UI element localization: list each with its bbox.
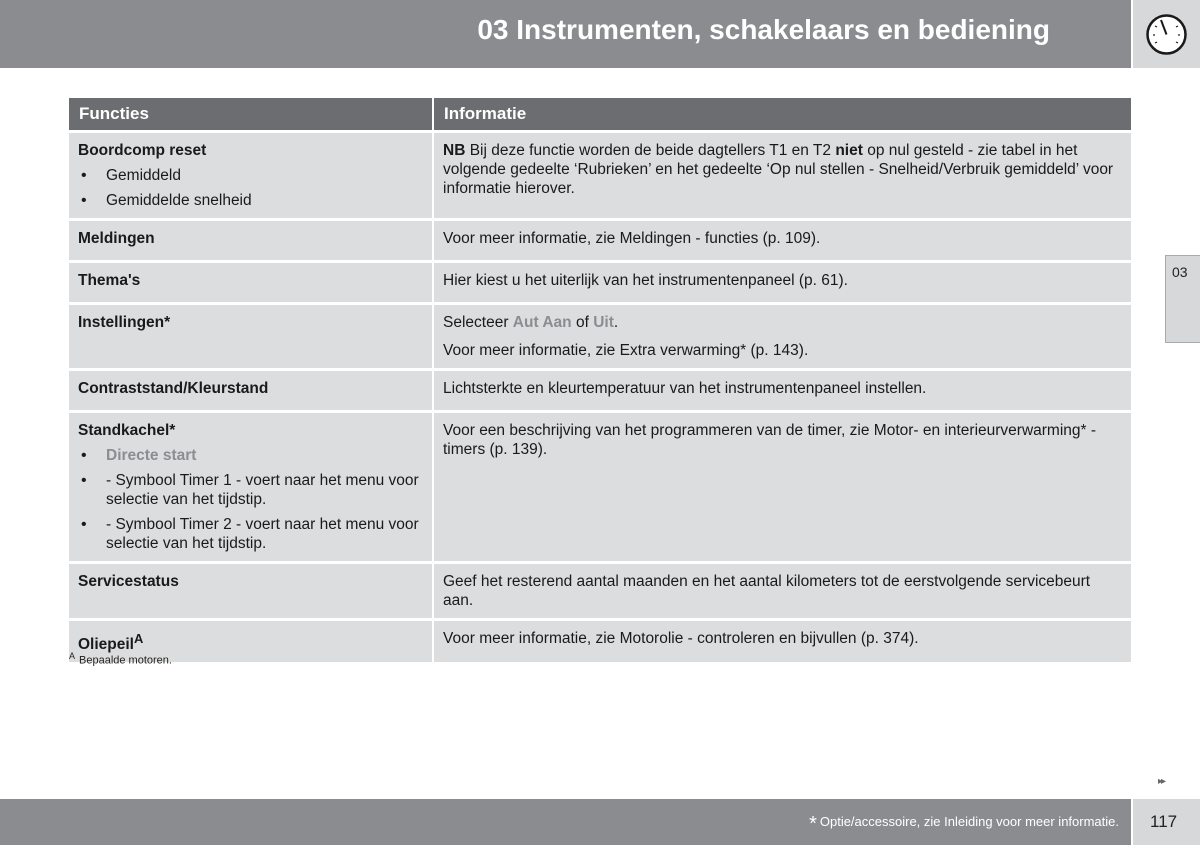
table-row	[69, 410, 1131, 561]
option-directe-start: Directe start	[106, 447, 197, 464]
footer-bar	[0, 799, 1131, 845]
info-cell: Hier kiest u het uiterlijk van het instrumentenpaneel (p. 61).	[434, 260, 1131, 302]
list-item: • - Symbool Timer 2 - voert naar het menu voor selectie van het tijdstip.	[78, 515, 423, 553]
table-row	[69, 368, 1131, 410]
option-aut-aan: Aut Aan	[512, 314, 572, 331]
chapter-title: 03 Instrumenten, schakelaars en bediening	[477, 14, 1050, 45]
footnote	[69, 651, 172, 667]
table-row	[69, 260, 1131, 302]
emphasis-text: niet	[835, 142, 863, 159]
info-cell: Selecteer Aut Aan of Uit. Voor meer informatie, zie Extra verwarming* (p. 143).	[434, 302, 1131, 368]
table-row	[69, 218, 1131, 260]
info-cell: Geef het resterend aantal maanden en het aantal kilometers tot de eerstvolgende servicebeurt aan.	[434, 561, 1131, 618]
page-number-box	[1133, 799, 1200, 845]
function-name: Standkachel*	[78, 422, 176, 439]
bullet-list	[78, 446, 423, 553]
table-row	[69, 302, 1131, 368]
footnote-mark: A	[69, 651, 76, 661]
side-tab-label: 03	[1172, 264, 1188, 280]
function-name: Meldingen	[78, 230, 155, 247]
function-cell	[69, 368, 434, 410]
footer-note: * Optie/accessoire, zie Inleiding voor meer informatie.	[809, 813, 1119, 835]
function-cell	[69, 130, 434, 218]
header-bar	[0, 0, 1131, 68]
info-cell: Lichtsterkte en kleurtemperatuur van het instrumentenpaneel instellen.	[434, 368, 1131, 410]
table-row	[69, 561, 1131, 618]
function-cell	[69, 410, 434, 561]
function-cell	[69, 561, 434, 618]
table-row	[69, 130, 1131, 218]
footnote-marker: A	[134, 631, 144, 646]
next-page-arrows-icon: ▸▸	[1158, 776, 1165, 787]
info-cell: Voor een beschrijving van het programmeren van de timer, zie Motor- en interieurverwarming* - timers (p. 139).	[434, 410, 1131, 561]
footnote-text: Bepaalde motoren.	[79, 654, 172, 667]
note-label: NB	[443, 142, 466, 159]
info-cell: NB Bij deze functie worden de beide dagtellers T1 en T2 niet op nul gesteld - zie tabel in het volgende gedeelte ‘Rubrieken’ en het gedeelte ‘Op nul stellen - Snelheid/Verbruik gemiddeld’ voor informatie hierover.	[434, 130, 1131, 218]
column-header-functies: Functies	[69, 98, 434, 130]
function-name: Servicestatus	[78, 573, 179, 590]
function-name: Oliepeil$^A$	[78, 631, 144, 654]
function-cell	[69, 302, 434, 368]
column-header-informatie: Informatie	[434, 98, 1131, 130]
function-name: Thema's	[78, 272, 141, 289]
table-header-row	[69, 98, 1131, 130]
list-item	[78, 446, 423, 465]
function-name: Contraststand/Kleurstand	[78, 380, 269, 397]
function-name: Boordcomp reset	[78, 142, 207, 159]
functions-table	[69, 98, 1131, 662]
table-row	[69, 618, 1131, 662]
chapter-side-tab	[1165, 255, 1200, 343]
page-number: 117	[1150, 812, 1178, 831]
chapter-icon-box	[1133, 0, 1200, 68]
function-name: Instellingen*	[78, 314, 171, 331]
info-paragraph: Voor meer informatie, zie Extra verwarming* (p. 143).	[443, 342, 809, 359]
option-uit: Uit	[593, 314, 614, 331]
function-cell	[69, 260, 434, 302]
list-item: • - Symbool Timer 1 - voert naar het menu voor selectie van het tijdstip.	[78, 471, 423, 509]
gauge-icon	[1145, 13, 1188, 56]
footer-star: *	[809, 813, 817, 835]
list-item: • Gemiddelde snelheid	[78, 191, 423, 210]
list-item: • Gemiddeld	[78, 166, 423, 185]
info-cell: Voor meer informatie, zie Motorolie - controleren en bijvullen (p. 374).	[434, 618, 1131, 662]
function-cell	[69, 218, 434, 260]
bullet-list	[78, 166, 423, 210]
info-cell: Voor meer informatie, zie Meldingen - functies (p. 109).	[434, 218, 1131, 260]
